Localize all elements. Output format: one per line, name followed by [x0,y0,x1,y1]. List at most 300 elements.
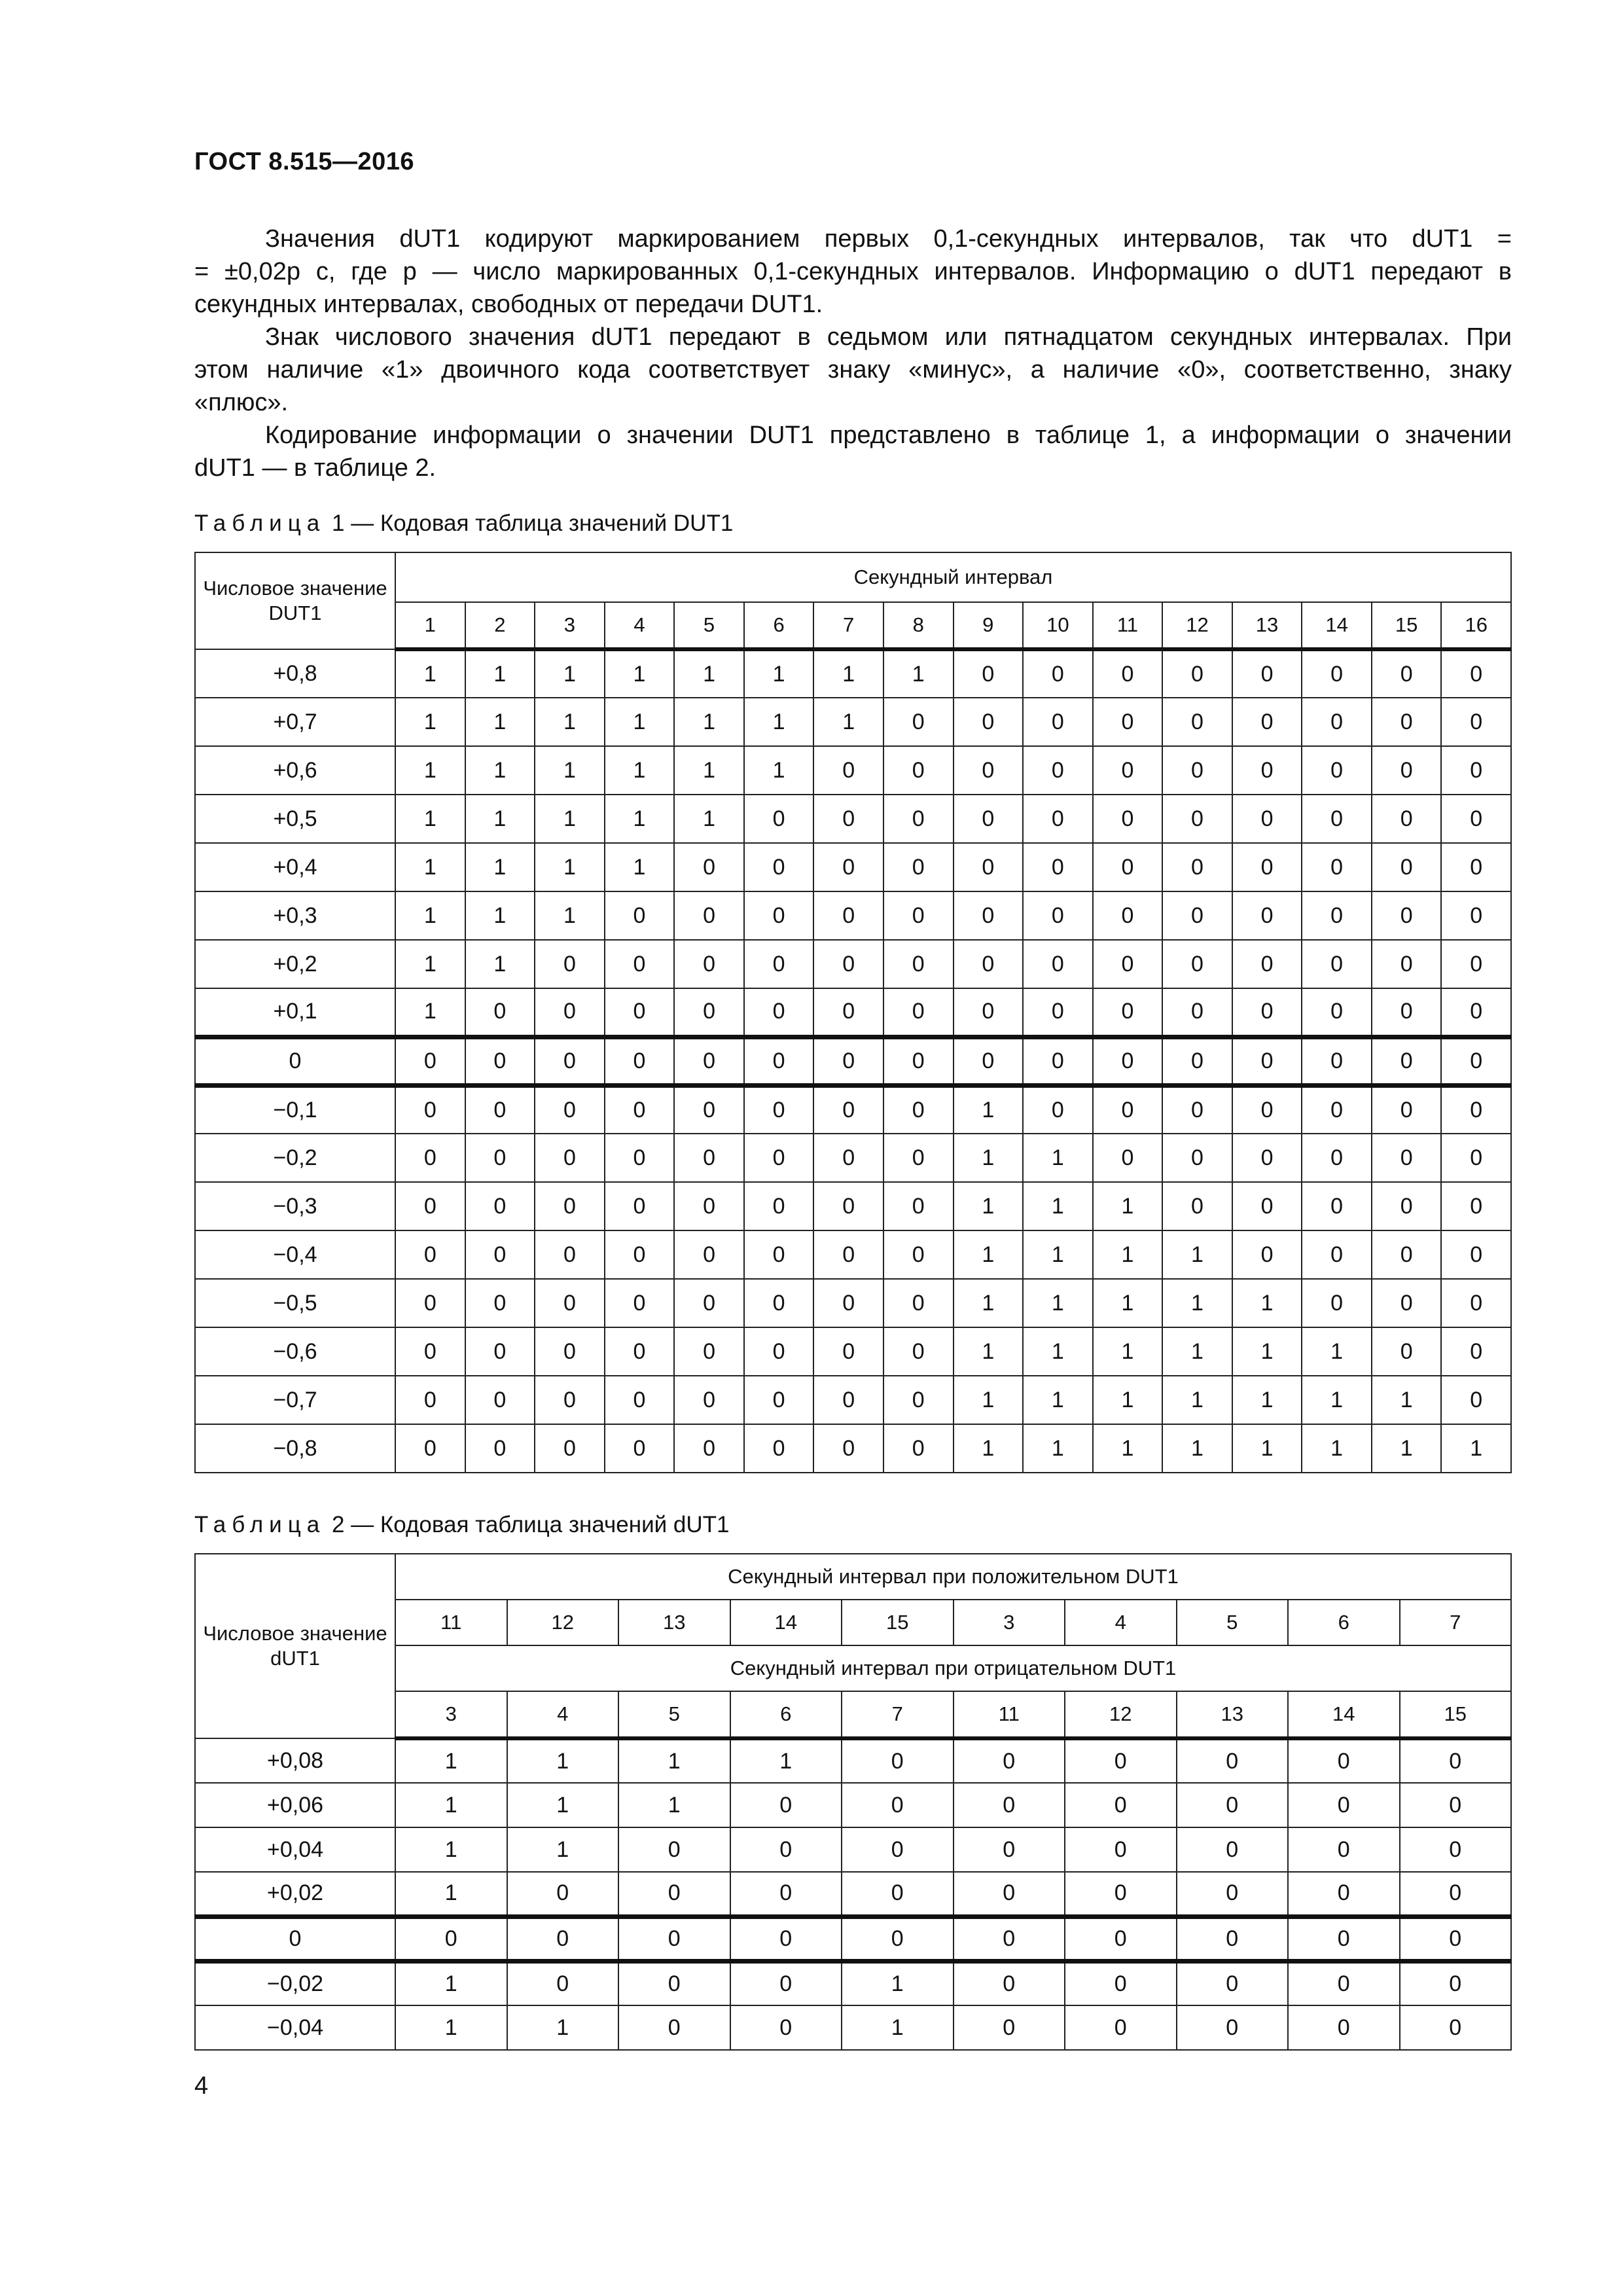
table1-code-cell: 1 [465,746,535,795]
table1-code-cell: 1 [1162,1376,1232,1424]
table1-code-cell: 0 [535,940,605,988]
table1-code-cell: 0 [395,1279,465,1327]
table1-code-cell: 1 [465,698,535,746]
table1-interval-header: 13 [1232,602,1302,649]
table1-code-cell: 0 [674,891,744,940]
table2-code-cell: 0 [618,1827,730,1872]
table2-negative-interval-header: 14 [1288,1691,1400,1738]
table1-code-cell: 0 [1372,795,1442,843]
table2-code-cell: 0 [842,1738,954,1783]
table1-code-cell: 0 [1093,1085,1163,1134]
table2-value-cell: +0,04 [195,1827,395,1872]
table1-code-cell: 1 [465,940,535,988]
table2-code-cell: 0 [1177,1827,1289,1872]
table2-positive-interval-header: 15 [842,1600,954,1645]
table1-code-cell: 0 [1441,1376,1511,1424]
table2-code-cell: 0 [954,1872,1065,1916]
table1-code-cell: 0 [1232,649,1302,698]
table1-code-cell: 1 [1023,1424,1093,1473]
table1-code-cell: 0 [535,1230,605,1279]
table1-code-cell: 1 [954,1182,1024,1230]
table2-positive-interval-header: 7 [1400,1600,1512,1645]
table1-code-cell: 0 [954,795,1024,843]
table1-code-cell: 0 [1232,891,1302,940]
table1-code-cell: 1 [605,795,675,843]
table1-code-cell: 0 [813,1376,883,1424]
table2-code-cell: 0 [1065,1872,1177,1916]
table1-code-cell: 0 [1023,698,1093,746]
table1-code-cell: 0 [813,1182,883,1230]
table1-code-cell: 0 [883,1327,954,1376]
table2-negative-interval-header: 4 [507,1691,619,1738]
table1-code-cell: 0 [465,1182,535,1230]
table1-code-cell: 1 [954,1327,1024,1376]
table1-value-cell: +0,6 [195,746,395,795]
table1-value-cell: −0,8 [195,1424,395,1473]
table1-value-cell: −0,3 [195,1182,395,1230]
table1-code-cell: 1 [395,891,465,940]
table2-code-cell: 0 [618,1961,730,2005]
table1-code-cell: 0 [465,1230,535,1279]
table-row [195,1037,1511,1085]
paragraph-line: этом наличие «1» двоичного кода соответствует знаку «минус», а наличие «0», соответственно, знаку [194,356,1512,384]
table1-code-cell: 0 [1162,795,1232,843]
table1-code-cell: 0 [535,1376,605,1424]
table-row [195,2005,1511,2050]
table2-negative-interval-header: 15 [1400,1691,1512,1738]
table1-code-cell: 0 [1232,1085,1302,1134]
table1-code-cell: 0 [605,988,675,1037]
table2-code-cell: 0 [1065,1827,1177,1872]
table1-code-cell: 0 [744,1376,814,1424]
table1-code-cell: 0 [1023,795,1093,843]
table1-code-cell: 1 [954,1230,1024,1279]
table1-value-column-header: Числовое значение DUT1 [195,552,395,649]
table1-code-cell: 1 [535,843,605,891]
table1-code-cell: 0 [954,843,1024,891]
table1-interval-header: 6 [744,602,814,649]
table1-code-cell: 0 [1162,1182,1232,1230]
table1-code-cell: 0 [744,988,814,1037]
table1-code-cell: 1 [1023,1279,1093,1327]
table2-code-cell: 0 [1177,1961,1289,2005]
table2-negative-interval-header: 11 [954,1691,1065,1738]
table1-value-cell: −0,2 [195,1134,395,1182]
table1-code-cell: 0 [465,1327,535,1376]
table2-code-cell: 0 [1288,1916,1400,1961]
table2-code-cell: 0 [954,2005,1065,2050]
table-row [195,1134,1511,1182]
table1-code-cell: 0 [1372,1182,1442,1230]
table1-code-cell: 0 [954,746,1024,795]
table2-positive-interval-header: 4 [1065,1600,1177,1645]
table1-caption [194,511,733,537]
table2-positive-interval-header: 3 [954,1600,1065,1645]
table2-code-cell: 0 [1065,1916,1177,1961]
paragraph-line: = ±0,02р с, где р — число маркированных 0,1-секундных интервалов. Информацию о dUT1 передают в [194,258,1512,285]
table1-code-cell: 0 [1093,795,1163,843]
table1-code-cell: 1 [744,698,814,746]
table1-value-cell: +0,1 [195,988,395,1037]
table1-value-cell: +0,2 [195,940,395,988]
table1-interval-header: 8 [883,602,954,649]
table1-code-cell: 1 [1372,1376,1442,1424]
table1-code-cell: 0 [813,988,883,1037]
table1-code-cell: 0 [813,1424,883,1473]
table1-code-cell: 0 [1162,1037,1232,1085]
table1-code-cell: 1 [535,649,605,698]
paragraph-line: Кодирование информации о значении DUT1 представлено в таблице 1, а информации о значении [265,422,1512,449]
table1-code-cell: 0 [1162,698,1232,746]
table1-code-cell: 0 [605,1134,675,1182]
table1-code-cell: 0 [1372,649,1442,698]
table1-code-cell: 0 [1302,746,1372,795]
table1-code-cell: 0 [535,1037,605,1085]
table2-code-cell: 0 [842,1916,954,1961]
table1-code-cell: 0 [1441,1037,1511,1085]
table1-code-cell: 1 [535,698,605,746]
table2-code-cell: 1 [395,2005,507,2050]
table1-code-cell: 0 [1093,698,1163,746]
table1-code-cell: 1 [954,1279,1024,1327]
table2-code-cell: 0 [1400,1916,1512,1961]
table1-code-cell: 1 [1162,1327,1232,1376]
table1-code-cell: 0 [1232,698,1302,746]
table-row [195,1916,1511,1961]
table1-code-cell: 0 [1093,746,1163,795]
table1-code-cell: 0 [954,698,1024,746]
table2-code-cell: 0 [1288,1872,1400,1916]
table1-code-cell: 0 [1372,1085,1442,1134]
paragraph-line: dUT1 — в таблице 2. [194,454,437,482]
table1-code-cell: 0 [1302,988,1372,1037]
table1-code-cell: 0 [465,988,535,1037]
table1-code-cell: 0 [954,891,1024,940]
table1-code-cell: 0 [674,1376,744,1424]
page-number: 4 [194,2072,209,2100]
table2-code-cell: 1 [507,1827,619,1872]
table1-code-cell: 0 [1162,1134,1232,1182]
table2-code-cell: 1 [842,2005,954,2050]
table1-code-cell: 0 [883,891,954,940]
table1-code-cell: 0 [1441,1134,1511,1182]
table2-negative-header: Секундный интервал при отрицательном DUT1 [395,1645,1511,1691]
table2-caption-title: 2 — Кодовая таблица значений dUT1 [325,1512,730,1537]
table1-code-cell: 0 [744,1037,814,1085]
table1-code-cell: 0 [395,1037,465,1085]
table2-code-cell: 1 [395,1738,507,1783]
table1-code-cell: 0 [605,1327,675,1376]
table1-code-cell: 0 [744,1230,814,1279]
table1-code-cell: 0 [395,1230,465,1279]
table1-interval-header: 15 [1372,602,1442,649]
table2-value-cell: −0,02 [195,1961,395,2005]
table-row [195,1327,1511,1376]
table1-code-cell: 0 [1162,746,1232,795]
table1-code-cell: 0 [1372,940,1442,988]
table1-value-cell: −0,1 [195,1085,395,1134]
table1-code-cell: 0 [1441,698,1511,746]
paragraph-line: Знак числового значения dUT1 передают в седьмом или пятнадцатом секундных интервалах. При [265,323,1512,351]
table1-code-cell: 0 [1232,988,1302,1037]
table1-code-cell: 0 [744,1327,814,1376]
table1-code-cell: 0 [883,1424,954,1473]
table1-code-cell: 1 [744,649,814,698]
table1-code-cell: 0 [744,940,814,988]
table1-code-cell: 0 [1093,891,1163,940]
table2-negative-interval-header: 5 [618,1691,730,1738]
table1-interval-header: 12 [1162,602,1232,649]
table2-positive-interval-header: 6 [1288,1600,1400,1645]
table1-code-cell: 0 [1302,1085,1372,1134]
table1-interval-header: 16 [1441,602,1511,649]
table2-code-cell: 0 [1400,1827,1512,1872]
table1-code-cell: 0 [883,1230,954,1279]
table1-code-cell: 0 [465,1085,535,1134]
table2-code-cell: 1 [395,1961,507,2005]
table1-code-cell: 0 [1023,1085,1093,1134]
table1-code-cell: 1 [535,891,605,940]
table1-code-cell: 0 [674,988,744,1037]
table1-code-cell: 0 [883,1279,954,1327]
table1-code-cell: 0 [1302,1230,1372,1279]
table2-negative-interval-header: 12 [1065,1691,1177,1738]
table2-value-cell: +0,02 [195,1872,395,1916]
table1-code-cell: 0 [883,746,954,795]
table1-code-cell: 0 [1232,1230,1302,1279]
table1-value-cell: +0,7 [195,698,395,746]
table1-code-cell: 0 [1023,746,1093,795]
table1-code-cell: 1 [465,649,535,698]
table1-code-cell: 0 [813,1134,883,1182]
table-row [195,1182,1511,1230]
table1-code-cell: 1 [1232,1327,1302,1376]
table1-code-cell: 1 [1232,1279,1302,1327]
table1-code-cell: 0 [605,1279,675,1327]
table2-code-cell: 1 [395,1872,507,1916]
table1-code-cell: 0 [744,795,814,843]
table1-code-cell: 1 [1023,1230,1093,1279]
table1-code-cell: 0 [1441,1182,1511,1230]
table2-code-cell: 0 [1288,1783,1400,1827]
table1-code-cell: 0 [1302,649,1372,698]
table1-code-cell: 0 [883,940,954,988]
table1-interval-header: 9 [954,602,1024,649]
table1-code-cell: 0 [744,1134,814,1182]
table1-code-cell: 0 [395,1424,465,1473]
table1-code-cell: 0 [1441,988,1511,1037]
table1-code-cell: 0 [1162,843,1232,891]
table1-code-cell: 0 [1372,988,1442,1037]
table1-code-cell: 0 [1302,940,1372,988]
table2-code-cell: 0 [618,1872,730,1916]
table1-code-cell: 0 [1232,843,1302,891]
table1-code-cell: 1 [1023,1134,1093,1182]
table2-code-cell: 1 [730,1738,842,1783]
table1-code-cell: 0 [674,1327,744,1376]
table1-code-cell: 0 [1372,746,1442,795]
table1-code-cell: 0 [1441,1279,1511,1327]
table2-negative-interval-header: 6 [730,1691,842,1738]
table1-interval-header: 11 [1093,602,1163,649]
table1-code-cell: 0 [883,843,954,891]
table1-code-cell: 0 [1162,891,1232,940]
table1-code-cell: 0 [883,1182,954,1230]
table1-interval-header: 14 [1302,602,1372,649]
table1-code-cell: 0 [744,1182,814,1230]
table1-code-cell: 0 [674,843,744,891]
table2-code-cell: 0 [1177,2005,1289,2050]
table1-code-cell: 1 [674,698,744,746]
table1-dut1-codes [194,552,1512,1473]
table-row [195,746,1511,795]
table1-code-cell: 0 [813,891,883,940]
table2-code-cell: 0 [1177,1738,1289,1783]
table2-code-cell: 0 [730,1872,842,1916]
table2-code-cell: 0 [507,1961,619,2005]
table1-code-cell: 0 [535,1085,605,1134]
table1-code-cell: 0 [1441,1327,1511,1376]
table1-code-cell: 0 [813,1327,883,1376]
table1-interval-header: 3 [535,602,605,649]
table1-code-cell: 0 [674,1134,744,1182]
table1-code-cell: 1 [1093,1424,1163,1473]
table2-code-cell: 0 [1288,1961,1400,2005]
table1-code-cell: 0 [1372,1327,1442,1376]
table1-code-cell: 0 [1441,843,1511,891]
table1-code-cell: 0 [1232,1134,1302,1182]
table1-code-cell: 0 [813,1279,883,1327]
table1-code-cell: 1 [395,988,465,1037]
table1-code-cell: 0 [813,1085,883,1134]
table1-code-cell: 1 [535,795,605,843]
table1-code-cell: 1 [1441,1424,1511,1473]
paragraph-dut1-coding [194,223,1512,321]
table1-code-cell: 0 [813,940,883,988]
table1-code-cell: 1 [954,1376,1024,1424]
table-row [195,940,1511,988]
table2-code-cell: 0 [1288,1738,1400,1783]
table2-code-cell: 1 [842,1961,954,2005]
table1-value-cell: −0,5 [195,1279,395,1327]
table1-code-cell: 0 [1023,940,1093,988]
table1-code-cell: 1 [1232,1424,1302,1473]
table2-code-cell: 0 [730,1916,842,1961]
table2-code-cell: 0 [1065,1738,1177,1783]
table1-code-cell: 0 [465,1279,535,1327]
table1-code-cell: 0 [1093,940,1163,988]
table-row [195,795,1511,843]
table-row [195,698,1511,746]
table2-positive-interval-header: 5 [1177,1600,1289,1645]
table1-interval-header: 7 [813,602,883,649]
table1-code-cell: 1 [1162,1424,1232,1473]
table-row [195,1738,1511,1783]
table1-code-cell: 0 [1302,891,1372,940]
table2-code-cell: 0 [1065,2005,1177,2050]
table1-code-cell: 0 [605,1424,675,1473]
table1-code-cell: 0 [1441,940,1511,988]
table1-code-cell: 0 [535,1134,605,1182]
table1-code-cell: 0 [605,891,675,940]
table-row [195,843,1511,891]
table2-code-cell: 1 [507,1738,619,1783]
table1-code-cell: 1 [744,746,814,795]
table1-code-cell: 1 [605,843,675,891]
table-row [195,1827,1511,1872]
table1-code-cell: 0 [813,746,883,795]
table1-code-cell: 1 [395,698,465,746]
table1-code-cell: 0 [1023,649,1093,698]
table1-code-cell: 0 [1302,843,1372,891]
table1-header [195,552,1511,649]
table1-code-cell: 0 [883,795,954,843]
table2-code-cell: 0 [842,1872,954,1916]
table1-code-cell: 0 [1162,940,1232,988]
table1-code-cell: 1 [1232,1376,1302,1424]
table1-code-cell: 0 [605,1376,675,1424]
table-row [195,891,1511,940]
table2-caption [194,1512,730,1538]
table1-code-cell: 1 [813,698,883,746]
table1-code-cell: 0 [1093,649,1163,698]
table1-code-cell: 0 [1441,891,1511,940]
table1-code-cell: 1 [1093,1327,1163,1376]
table-row [195,1376,1511,1424]
table2-code-cell: 0 [954,1738,1065,1783]
table2-negative-interval-header: 3 [395,1691,507,1738]
table1-code-cell: 0 [605,1037,675,1085]
table1-code-cell: 1 [465,891,535,940]
table1-code-cell: 1 [674,649,744,698]
table-row [195,1783,1511,1827]
table1-code-cell: 0 [605,1182,675,1230]
table2-code-cell: 0 [618,2005,730,2050]
table1-value-cell: +0,5 [195,795,395,843]
table1-code-cell: 0 [1372,843,1442,891]
paragraph-line: секундных интервалах, свободных от передачи DUT1. [194,291,823,318]
table1-interval-header: 4 [605,602,675,649]
table1-code-cell: 0 [744,1279,814,1327]
table2-code-cell: 0 [507,1872,619,1916]
table-row [195,1424,1511,1473]
table1-code-cell: 0 [1232,746,1302,795]
table1-value-cell: −0,6 [195,1327,395,1376]
table1-code-cell: 0 [744,891,814,940]
table2-positive-header: Секундный интервал при положительном DUT1 [395,1554,1511,1600]
table2-positive-interval-header: 13 [618,1600,730,1645]
table1-value-cell: −0,4 [195,1230,395,1279]
table-row [195,1961,1511,2005]
table1-caption-word: Таблица [194,511,326,536]
table2-code-cell: 0 [730,1827,842,1872]
table2-code-cell: 0 [730,1961,842,2005]
table1-code-cell: 0 [605,1085,675,1134]
table1-code-cell: 0 [954,988,1024,1037]
table2-negative-interval-header: 7 [842,1691,954,1738]
table1-code-cell: 0 [1302,698,1372,746]
paragraph-line: Значения dUT1 кодируют маркированием первых 0,1-секундных интервалов, так что dUT1 = [265,225,1512,253]
table1-code-cell: 0 [535,1182,605,1230]
table1-code-cell: 0 [395,1376,465,1424]
table1-code-cell: 0 [605,940,675,988]
table2-code-cell: 0 [1288,1827,1400,1872]
table2-code-cell: 0 [954,1827,1065,1872]
table1-code-cell: 0 [1023,891,1093,940]
paragraph-line: «плюс». [194,389,289,416]
table1-code-cell: 0 [1162,1085,1232,1134]
table1-code-cell: 1 [465,843,535,891]
